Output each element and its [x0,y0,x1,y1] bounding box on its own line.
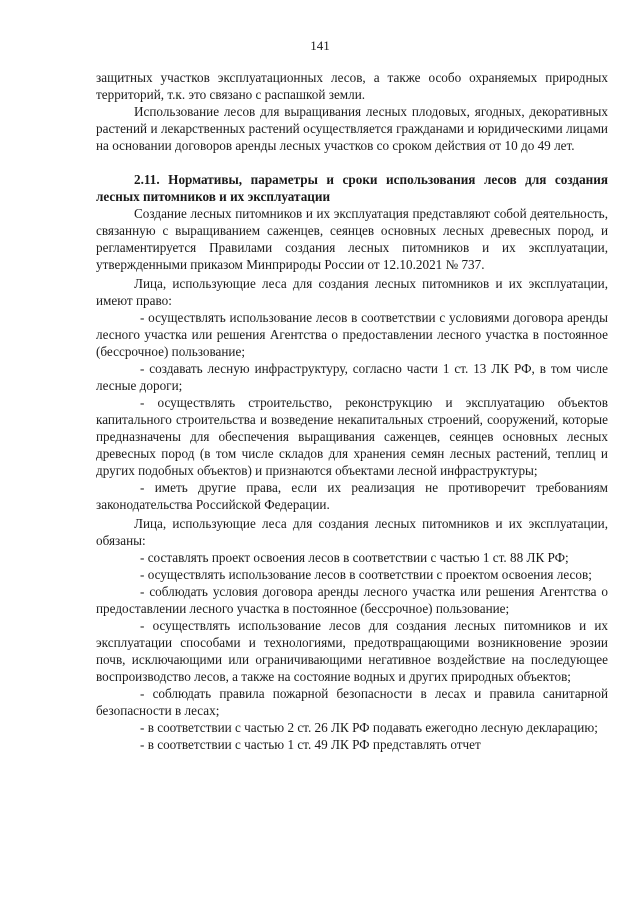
rights-item: - создавать лесную инфраструктуру, согласно части 1 ст. 13 ЛК РФ, в том числе лесные дороги; [96,361,608,393]
rights-lead: Лица, использующие леса для создания лесных питомников и их эксплуатации, имеют право: [96,276,608,308]
rights-item: - осуществлять строительство, реконструкцию и эксплуатацию объектов капитального строительства и возведение некапитальных строений, сооружений, которые предназначены для обеспечения выращивания саженцев, сеянцев основных лесных древесных пород (в том числе складов для хранения семян лесных растений, теплиц и других подобных объектов) и признаются объектами лесной инфраструктуры; [96,395,608,478]
page-number: 141 [310,38,330,53]
rights-item: - осуществлять использование лесов в соответствии с условиями договора аренды лесного участка или решения Агентства о предоставлении лесного участка в постоянное (бессрочное) пользование; [96,310,608,359]
duties-item: - осуществлять использование лесов для создания лесных питомников и их эксплуатации способами и технологиями, предотвращающими возникновение эрозии почв, исключающими или ограничивающими негативное воздействие на последующее воспроизводство лесов, а также на состояние водных и других природных объектов; [96,618,608,684]
section-heading: 2.11. Нормативы, параметры и сроки использования лесов для создания лесных питомников и их эксплуатации [96,172,608,204]
duties-item: - в соответствии с частью 1 ст. 49 ЛК РФ представлять отчет [140,737,481,752]
duties-item: - соблюдать правила пожарной безопасности в лесах и правила санитарной безопасности в лесах; [96,686,608,718]
section-intro: Создание лесных питомников и их эксплуатация представляют собой деятельность, связанную с выращиванием саженцев, сеянцев основных лесных древесных пород, и регламентируется Правилами создания лесных питомников и их эксплуатации, утвержденными приказом Минприроды России от 12.10.2021 № 737. [96,206,608,272]
duties-item: - в соответствии с частью 2 ст. 26 ЛК РФ подавать ежегодно лесную декларацию; [140,720,598,735]
paragraph-continued: защитных участков эксплуатационных лесов, а также особо охраняемых природных территорий, т.к. это связано с распашкой земли. [96,70,608,102]
paragraph-usage-plants: Использование лесов для выращивания лесных плодовых, ягодных, декоративных растений и лекарственных растений осуществляется гражданами и юридическими лицами на основании договоров аренды лесных участков со сроком действия от 10 до 49 лет. [96,104,608,153]
duties-item: - составлять проект освоения лесов в соответствии с частью 1 ст. 88 ЛК РФ; [140,550,569,565]
duties-item: - осуществлять использование лесов в соответствии с проектом освоения лесов; [140,567,592,582]
page-body [96,69,608,753]
duties-item: - соблюдать условия договора аренды лесного участка или решения Агентства о предоставлении лесного участка в постоянное (бессрочное) пользование; [96,584,608,616]
rights-item: - иметь другие права, если их реализация не противоречит требованиям законодательства Российской Федерации. [96,480,608,512]
duties-lead: Лица, использующие леса для создания лесных питомников и их эксплуатации, обязаны: [96,516,608,548]
